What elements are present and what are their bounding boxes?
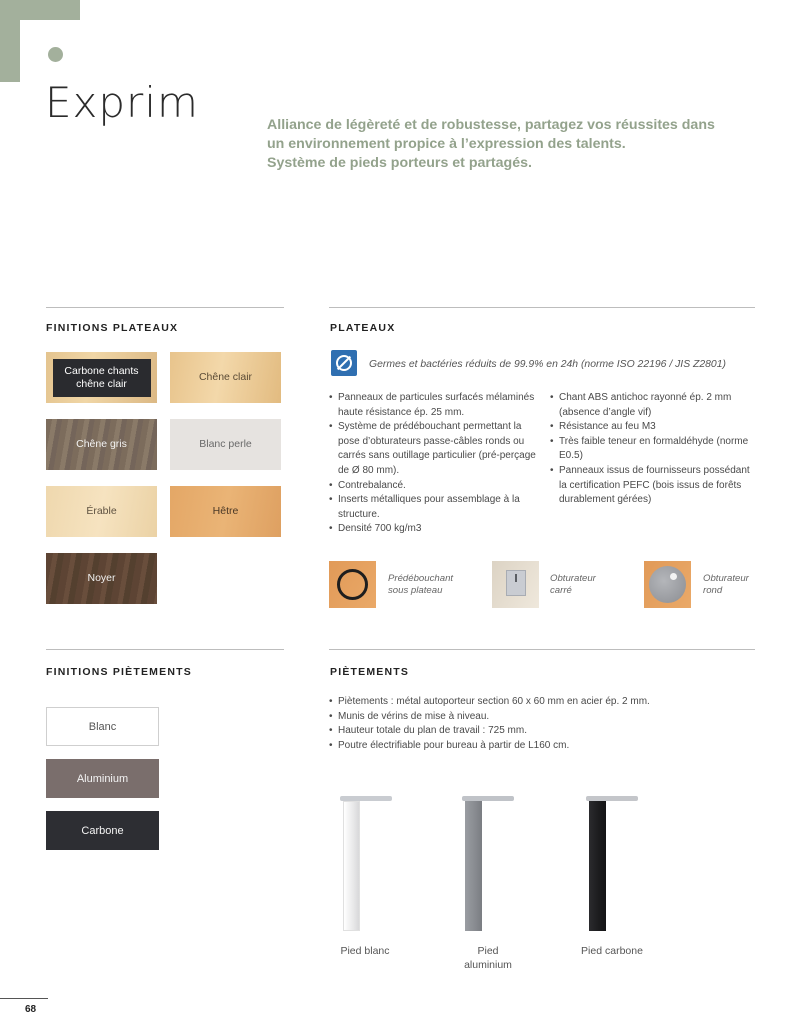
swatch-label: Carbone chants chêne clair [53, 359, 151, 397]
plateaux-features-right [550, 391, 756, 508]
title-dot [48, 47, 63, 62]
leg-finish-aluminium [46, 759, 159, 798]
list-item: • Contrebalancé. [329, 479, 539, 494]
swatch-hetre [170, 486, 281, 537]
page-number: 68 [25, 1004, 37, 1015]
leg-finish-blanc [46, 707, 159, 746]
list-item: • Panneaux issus de fournisseurs possédant la certification PEFC (bois issus de forêts durablement gérées) [550, 464, 756, 508]
antibacterial-note: Germes et bactéries réduits de 99.9% en 24h (norme ISO 22196 / JIS Z2801) [369, 359, 726, 370]
swatch-label: Érable [86, 505, 117, 517]
section-title-plateaux: PLATEAUX [330, 322, 396, 334]
list-item: • Inserts métalliques pour assemblage à la structure. [329, 493, 539, 522]
list-item: • Piètements : métal autoporteur section 60 x 60 mm en acier ép. 2 mm. [329, 695, 759, 710]
leg-image-carbone [586, 796, 646, 936]
swatch-label: Carbone [81, 824, 124, 837]
divider [46, 307, 284, 308]
list-item: • Très faible teneur en formaldéhyde (norme E0.5) [550, 435, 756, 464]
swatch-noyer [46, 553, 157, 604]
swatch-label: Blanc perle [199, 438, 252, 450]
swatch-label: Blanc [88, 720, 117, 733]
divider [329, 649, 755, 650]
obturateur-carre-image [492, 561, 539, 608]
predebouchant-image [329, 561, 376, 608]
section-title-finitions-plateaux: FINITIONS PLATEAUX [46, 322, 179, 334]
list-item: • Résistance au feu M3 [550, 420, 756, 435]
divider [46, 649, 284, 650]
leg-label-carbone: Pied carbone [581, 945, 643, 957]
list-item: • Munis de vérins de mise à niveau. [329, 710, 759, 725]
list-item: • Panneaux de particules surfacés mélaminés haute résistance ép. 25 mm. [329, 391, 539, 420]
swatch-erable [46, 486, 157, 537]
leg-image-blanc [340, 796, 400, 936]
plateaux-features-left [329, 391, 539, 537]
swatch-chene-gris [46, 419, 157, 470]
obturateur-rond-image [644, 561, 691, 608]
swatch-label: Chêne gris [76, 438, 127, 450]
accessory-label-predebouchant: Prédébouchant sous plateau [388, 573, 454, 596]
corner-decoration [0, 0, 20, 82]
section-title-finitions-pietements: FINITIONS PIÈTEMENTS [46, 666, 192, 678]
accessory-label-obturateur-rond: Obturateur rond [703, 573, 749, 596]
swatch-carbone-chene-clair [46, 352, 157, 403]
intro-text: Alliance de légèreté et de robustesse, partagez vos réussites dans un environnement propice à l’expression des talents. Système de pieds porteurs et partagés. [267, 117, 715, 171]
leg-image-aluminium [462, 796, 522, 936]
footer-divider [0, 998, 48, 999]
page-title: Exprim [45, 78, 199, 127]
divider [329, 307, 755, 308]
list-item: • Système de prédébouchant permettant la pose d’obturateurs passe-câbles ronds ou carrés sans outillage particulier (pré-perçage de Ø 80 mm). [329, 420, 539, 478]
swatch-label: Hêtre [212, 505, 239, 517]
list-item: • Densité 700 kg/m3 [329, 522, 539, 537]
swatch-chene-clair [170, 352, 281, 403]
swatch-label: Chêne clair [198, 371, 253, 383]
swatch-label: Noyer [87, 572, 116, 584]
swatch-blanc-perle [170, 419, 281, 470]
leg-label-blanc: Pied blanc [340, 945, 390, 957]
leg-finish-carbone [46, 811, 159, 850]
accessory-label-obturateur-carre: Obturateur carré [550, 573, 596, 596]
list-item: • Chant ABS antichoc rayonné ép. 2 mm (absence d’angle vif) [550, 391, 756, 420]
list-item: • Poutre électrifiable pour bureau à partir de L160 cm. [329, 739, 759, 754]
pietements-features [329, 695, 759, 753]
section-title-pietements: PIÈTEMENTS [330, 666, 410, 678]
leg-label-aluminium: Pied aluminium [464, 945, 512, 971]
list-item: • Hauteur totale du plan de travail : 725 mm. [329, 724, 759, 739]
swatch-label: Aluminium [76, 772, 129, 785]
antibacterial-icon [331, 350, 357, 376]
